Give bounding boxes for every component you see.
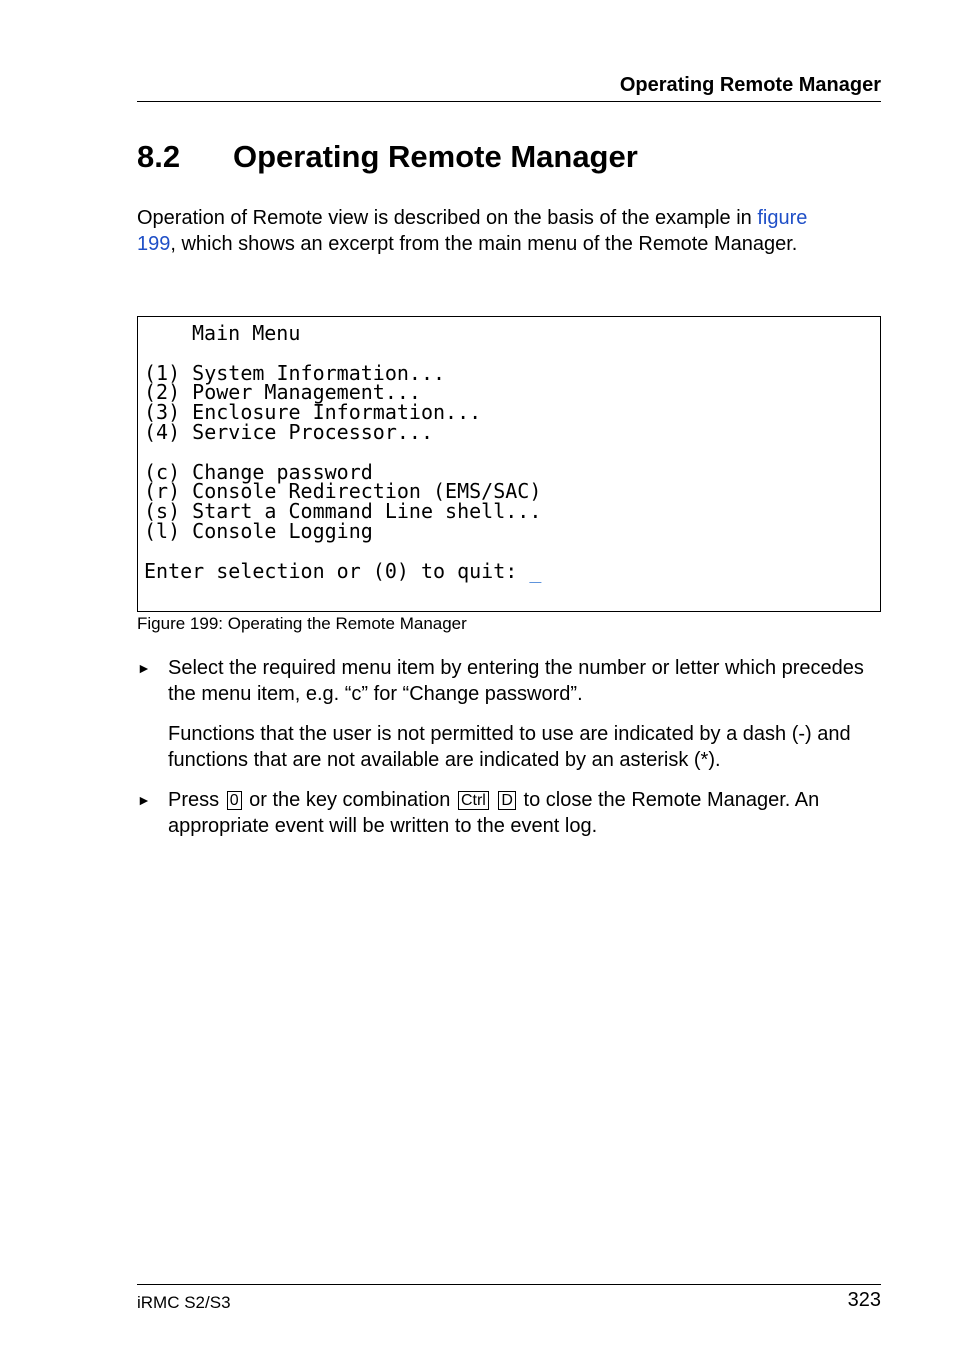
intro-text-end: , which shows an excerpt from the main menu of the Remote Manager. <box>170 233 798 255</box>
figure-caption: Figure 199: Operating the Remote Manager <box>137 614 467 633</box>
step-close-manager <box>137 787 881 839</box>
text-cursor: _ <box>529 558 542 583</box>
header-rule <box>137 101 881 102</box>
bullet-arrow-icon: ► <box>137 792 151 808</box>
menu-item-service-processor: (4) Service Processor... <box>144 419 433 444</box>
step-text: Select the required menu item by entering the number or letter which precedes the menu item, e.g. “c” for “Change password”. <box>168 657 864 705</box>
bullet-arrow-icon: ► <box>137 660 151 676</box>
terminal-title: Main Menu <box>192 321 301 345</box>
running-header: Operating Remote Manager <box>619 74 881 96</box>
menu-item-command-line-shell: (s) Start a Command Line shell... <box>144 499 542 524</box>
page-number: 323 <box>847 1289 881 1311</box>
footer-rule <box>137 1284 881 1285</box>
menu-item-enclosure-information: (3) Enclosure Information... <box>144 400 482 425</box>
menu-item-system-information: (1) System Information... <box>144 360 446 385</box>
key-zero: 0 <box>227 791 242 810</box>
menu-item-change-password: (c) Change password <box>144 459 373 484</box>
terminal-content <box>144 321 542 583</box>
menu-item-power-management: (2) Power Management... <box>144 380 421 405</box>
terminal-screenshot <box>137 316 881 612</box>
step-note: Functions that the user is not permitted to use are indicated by a dash (-) and functions that are not available are indicated by an asterisk (*). <box>168 723 851 771</box>
figure-link[interactable]: figure 199 <box>137 207 808 255</box>
section-title <box>137 137 638 177</box>
key-ctrl: Ctrl <box>458 791 489 810</box>
section-title-text: Operating Remote Manager <box>233 139 638 174</box>
key-d: D <box>498 791 516 810</box>
step-text-part: Press <box>168 789 225 811</box>
intro-paragraph <box>137 205 837 257</box>
step-select-menu-item <box>137 655 881 707</box>
step-text <box>168 787 881 839</box>
prompt-text: Enter selection or (0) to quit: <box>144 558 530 583</box>
selection-prompt <box>144 558 542 583</box>
menu-item-console-redirection: (r) Console Redirection (EMS/SAC) <box>144 479 542 504</box>
step-text-part: to close the Remote Manager. An appropriate event will be written to the event log. <box>168 789 820 837</box>
section-number: 8.2 <box>137 139 181 174</box>
step-text-part: or the key combination <box>243 789 456 811</box>
intro-text-start: Operation of Remote view is described on the basis of the example in <box>137 207 758 229</box>
footer-product: iRMC S2/S3 <box>137 1293 231 1312</box>
menu-item-console-logging: (l) Console Logging <box>144 518 373 543</box>
